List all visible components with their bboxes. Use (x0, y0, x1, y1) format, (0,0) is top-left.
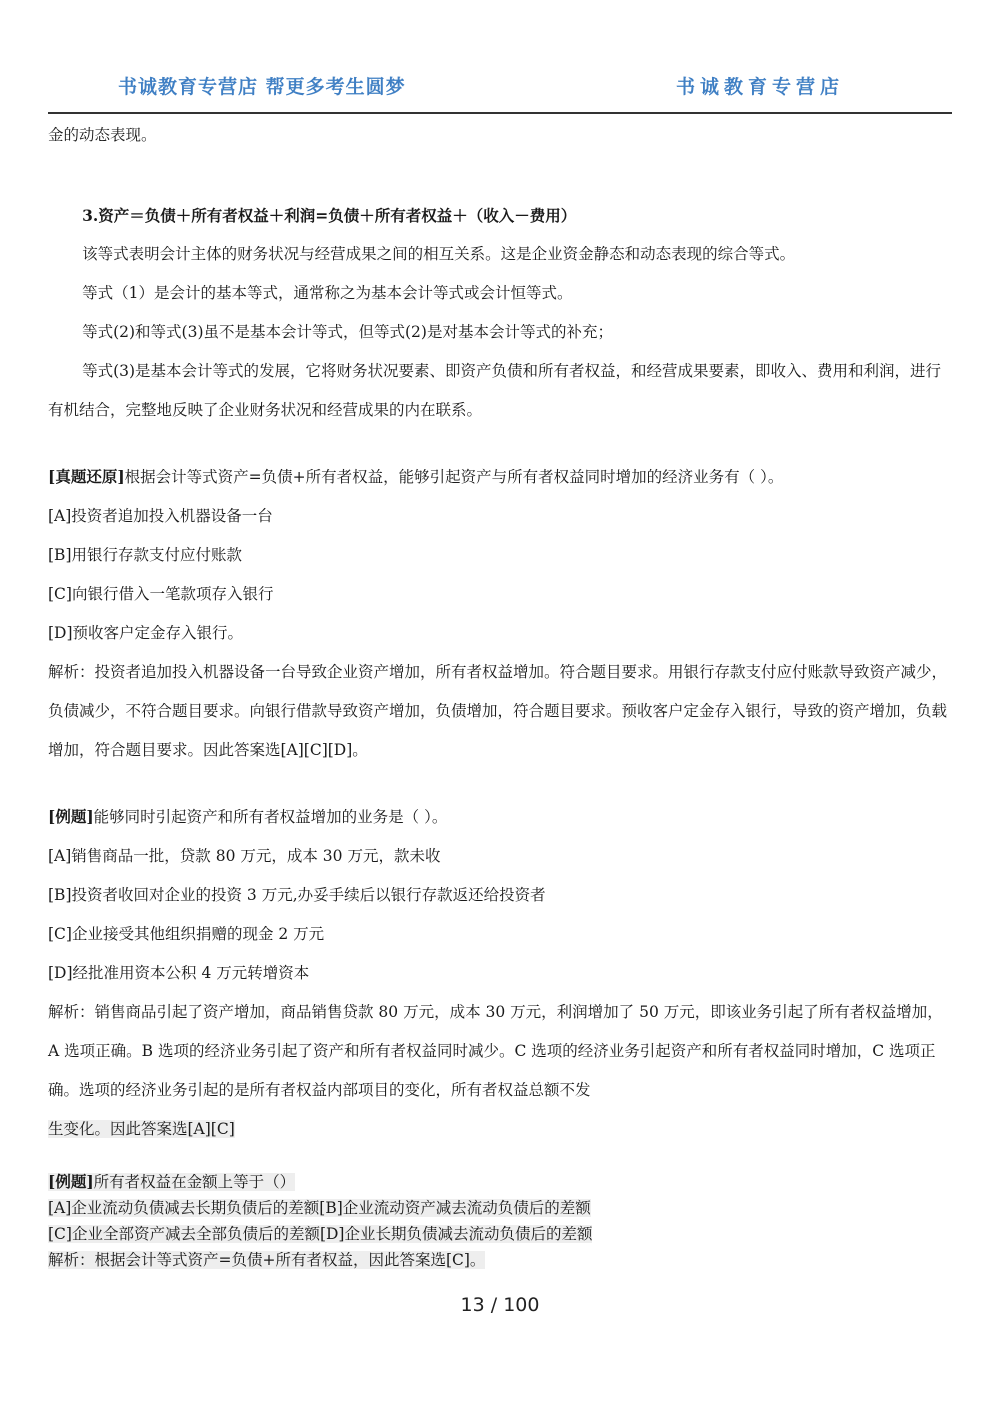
question-3-options-line-1-text: [A]企业流动负债减去长期负债后的差额[B]企业流动资产减去流动负债后的差额 (48, 1199, 591, 1217)
question-1-option-b: [B]用银行存款支付应付账款 (48, 546, 242, 564)
question-3-tag: [例题] (48, 1172, 94, 1191)
question-2-stem (48, 797, 952, 837)
header-divider (48, 112, 952, 114)
header-left-text: 书诚教育专营店 帮更多考生圆梦 (118, 76, 406, 98)
page-content (48, 116, 952, 1273)
question-1-option-d: [D]预收客户定金存入银行。 (48, 624, 244, 642)
question-2-tag: [例题] (48, 807, 94, 826)
question-1-analysis: 解析：投资者追加投入机器设备一台导致企业资产增加，所有者权益增加。符合题目要求。用银行存款支付应付账款导致资产减少，负债减少，不符合题目要求。向银行借款导致资产增加，负债增加，符合题目要求。预收客户定金存入银行，导致的资产增加，负载增加，符合题目要求。因此答案选[A][C][D]。 (48, 663, 948, 759)
question-1-option-c: [C]向银行借入一笔款项存入银行 (48, 585, 274, 603)
header-right-text: 书诚教育专营店 (676, 76, 845, 98)
question-2-analysis-tail (48, 1110, 952, 1149)
question-1-text: 根据会计等式资产=负债+所有者权益，能够引起资产与所有者权益同时增加的经济业务有（ ）。 (124, 468, 784, 486)
question-2-option-a: [A]销售商品一批，贷款 80 万元，成本 30 万元，款未收 (48, 847, 441, 865)
question-3-options-line-2 (48, 1221, 952, 1247)
question-2-analysis: 解析：销售商品引起了资产增加，商品销售贷款 80 万元，成本 30 万元，利润增加了 50 万元，即该业务引起了所有者权益增加，A 选项正确。B 选项的经济业务引起了资产和所有者权益同时减少。C 选项的经济业务引起资产和所有者权益同时增加，C 选项正确。选项的经济业务引起的是所有者权益内部项目的变化，所有者权益总额不发 (48, 1003, 943, 1099)
question-3-analysis (48, 1247, 952, 1273)
section-heading: 3.资产＝负债＋所有者权益＋利润=负债＋所有者权益＋（收入－费用） (82, 206, 577, 225)
question-2-option-b: [B]投资者收回对企业的投资 3 万元,办妥手续后以银行存款返还给投资者 (48, 886, 546, 904)
paragraph-2: 等式（1）是会计的基本等式，通常称之为基本会计等式或会计恒等式。 (82, 284, 573, 302)
question-2-option-d: [D]经批准用资本公积 4 万元转增资本 (48, 964, 310, 982)
question-1-tag: [真题还原] (48, 467, 125, 486)
question-1-option-a: [A]投资者追加投入机器设备一台 (48, 507, 273, 525)
question-3-stem (48, 1169, 952, 1195)
paragraph-4: 等式(3)是基本会计等式的发展，它将财务状况要素、即资产负债和所有者权益，和经营成果要素，即收入、费用和利润，进行有机结合，完整地反映了企业财务状况和经营成果的内在联系。 (48, 362, 942, 419)
question-3-text: 所有者权益在金额上等于（） (93, 1173, 296, 1191)
question-3 (48, 1169, 952, 1273)
question-3-options-line-2-text: [C]企业全部资产减去全部负债后的差额[D]企业长期负债减去流动负债后的差额 (48, 1225, 593, 1243)
question-3-options-line-1 (48, 1195, 952, 1221)
continuation-text: 金的动态表现。 (48, 126, 157, 144)
question-2-text: 能够同时引起资产和所有者权益增加的业务是（ ）。 (93, 808, 448, 826)
page-number: 13 / 100 (460, 1294, 540, 1316)
question-1-stem (48, 457, 952, 497)
question-2-option-c: [C]企业接受其他组织捐赠的现金 2 万元 (48, 925, 325, 943)
question-3-analysis-text: 解析：根据会计等式资产=负债+所有者权益，因此答案选[C]。 (48, 1251, 486, 1269)
question-2-analysis-tail-text: 生变化。因此答案选[A][C] (48, 1120, 235, 1138)
paragraph-1: 该等式表明会计主体的财务状况与经营成果之间的相互关系。这是企业资金静态和动态表现的综合等式。 (82, 245, 796, 263)
paragraph-3: 等式(2)和等式(3)虽不是基本会计等式，但等式(2)是对基本会计等式的补充； (82, 323, 613, 341)
